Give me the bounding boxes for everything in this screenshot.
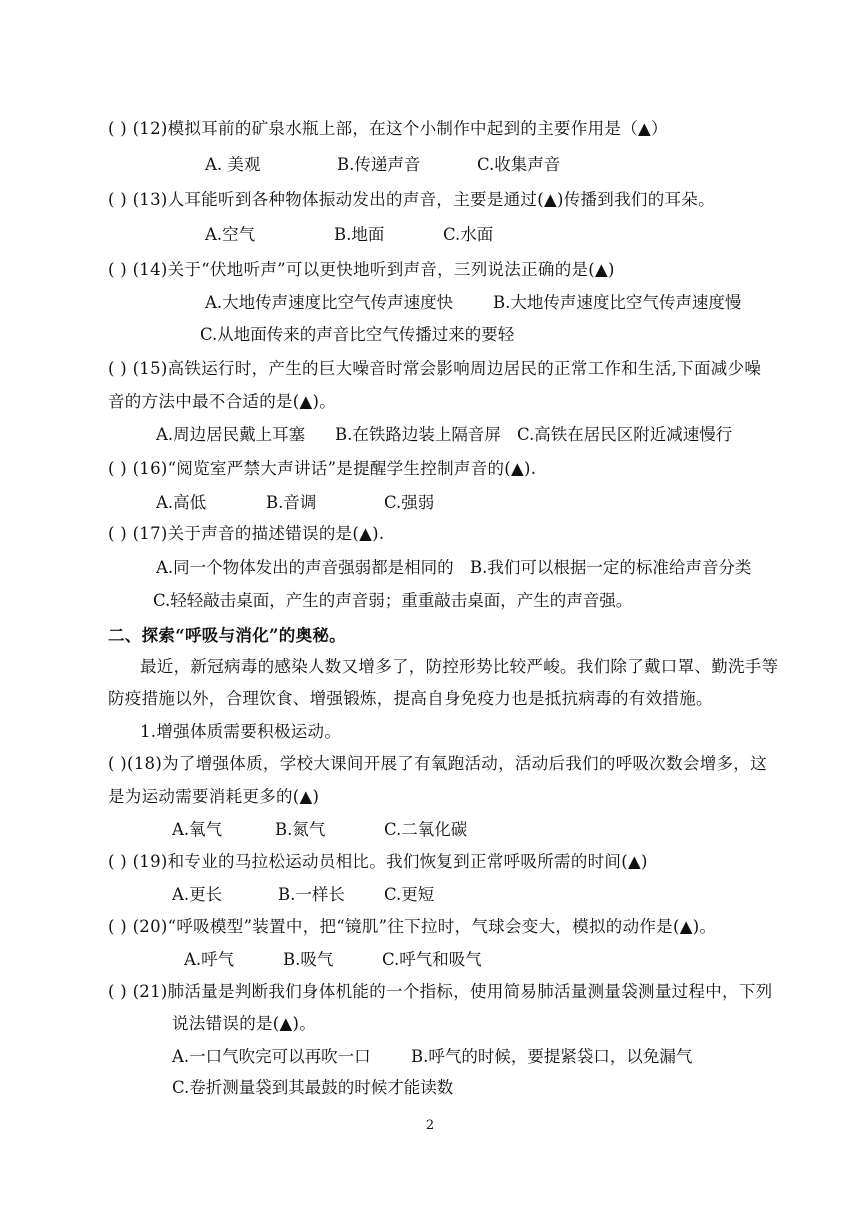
question-20-option-b: B.吸气 bbox=[283, 950, 334, 969]
section-2-intro-line1: 最近，新冠病毒的感染人数又增多了，防控形势比较严峻。我们除了戴口罩、勤洗手等 bbox=[140, 657, 779, 676]
question-13-option-a: A.空气 bbox=[205, 225, 256, 244]
question-14-option-b: B.大地传声速度比空气传声速度慢 bbox=[493, 293, 742, 312]
question-21-option-c: C.卷折测量袋到其最鼓的时候才能读数 bbox=[172, 1078, 454, 1097]
question-16-option-b: B.音调 bbox=[266, 493, 317, 512]
question-12-option-c: C.收集声音 bbox=[477, 155, 561, 174]
question-17-option-a: A.同一个物体发出的声音强弱都是相同的 bbox=[156, 558, 454, 577]
question-13-stem: ( ) (13)人耳能听到各种物体振动发出的声音，主要是通过(▲)传播到我们的耳朵。 bbox=[108, 190, 715, 209]
question-15-option-c: C.高铁在居民区附近减速慢行 bbox=[517, 425, 733, 444]
question-16-option-a: A.高低 bbox=[156, 493, 207, 512]
question-19-option-a: A.更长 bbox=[172, 885, 223, 904]
question-21-stem-cont: 说法错误的是(▲)。 bbox=[172, 1014, 317, 1033]
question-18-option-c: C.二氧化碳 bbox=[384, 820, 468, 839]
question-18-option-b: B.氮气 bbox=[275, 820, 326, 839]
question-15-stem-cont: 音的方法中最不合适的是(▲)。 bbox=[108, 392, 337, 411]
question-15-stem: ( ) (15)高铁运行时，产生的巨大噪音时常会影响周边居民的正常工作和生活,下面减少噪 bbox=[108, 359, 762, 378]
question-15-option-a: A.周边居民戴上耳塞 bbox=[156, 425, 306, 444]
question-12-stem: ( ) (12)模拟耳前的矿泉水瓶上部，在这个小制作中起到的主要作用是（▲） bbox=[108, 119, 668, 138]
question-16-option-c: C.强弱 bbox=[384, 493, 435, 512]
section-2-title: 二、探索“呼吸与消化”的奥秘。 bbox=[108, 626, 346, 645]
question-21-option-a: A.一口气吹完可以再吹一口 bbox=[172, 1047, 371, 1066]
question-13-option-c: C.水面 bbox=[443, 225, 494, 244]
question-14-option-c: C.从地面传来的声音比空气传播过来的要轻 bbox=[200, 325, 515, 344]
question-18-stem: ( )(18)为了增强体质，学校大课间开展了有氧跑活动，活动后我们的呼吸次数会增多，这 bbox=[108, 754, 767, 773]
question-19-option-b: B.一样长 bbox=[278, 885, 345, 904]
question-18-stem-cont: 是为运动需要消耗更多的(▲) bbox=[108, 787, 320, 806]
question-12-option-b: B.传递声音 bbox=[337, 155, 421, 174]
question-17-option-c: C.轻轻敲击桌面，产生的声音弱；重重敲击桌面，产生的声音强。 bbox=[153, 591, 633, 610]
question-20-option-a: A.呼气 bbox=[184, 950, 235, 969]
question-20-option-c: C.呼气和吸气 bbox=[382, 950, 482, 969]
question-20-stem: ( ) (20)“呼吸模型”装置中，把“镜肌”往下拉时，气球会变大，模拟的动作是(▲)。 bbox=[108, 917, 717, 936]
question-21-option-b: B.呼气的时候，要提紧袋口，以免漏气 bbox=[411, 1047, 693, 1066]
question-17-option-b: B.我们可以根据一定的标准给声音分类 bbox=[470, 558, 752, 577]
question-19-option-c: C.更短 bbox=[384, 885, 435, 904]
question-21-stem: ( ) (21)肺活量是判断我们身体机能的一个指标，使用简易肺活量测量袋测量过程中，下列 bbox=[108, 982, 773, 1001]
question-14-stem: ( ) (14)关于“伏地听声”可以更快地听到声音，三列说法正确的是(▲) bbox=[108, 260, 615, 279]
subsection-1-heading: 1.增强体质需要积极运动。 bbox=[140, 722, 342, 741]
page-number: 2 bbox=[425, 1118, 435, 1133]
question-18-option-a: A.氧气 bbox=[172, 820, 223, 839]
question-19-stem: ( ) (19)和专业的马拉松运动员相比。我们恢复到正常呼吸所需的时间(▲) bbox=[108, 852, 648, 871]
question-14-option-a: A.大地传声速度比空气传声速度快 bbox=[205, 293, 454, 312]
question-12-option-a: A. 美观 bbox=[205, 155, 261, 174]
question-13-option-b: B.地面 bbox=[334, 225, 385, 244]
question-16-stem: ( ) (16)“阅览室严禁大声讲话”是提醒学生控制声音的(▲). bbox=[108, 459, 537, 478]
question-15-option-b: B.在铁路边装上隔音屏 bbox=[335, 425, 501, 444]
question-17-stem: ( ) (17)关于声音的描述错误的是(▲). bbox=[108, 524, 385, 543]
section-2-intro-line2: 防疫措施以外，合理饮食、增强锻炼，提高自身免疫力也是抵抗病毒的有效措施。 bbox=[108, 689, 713, 708]
